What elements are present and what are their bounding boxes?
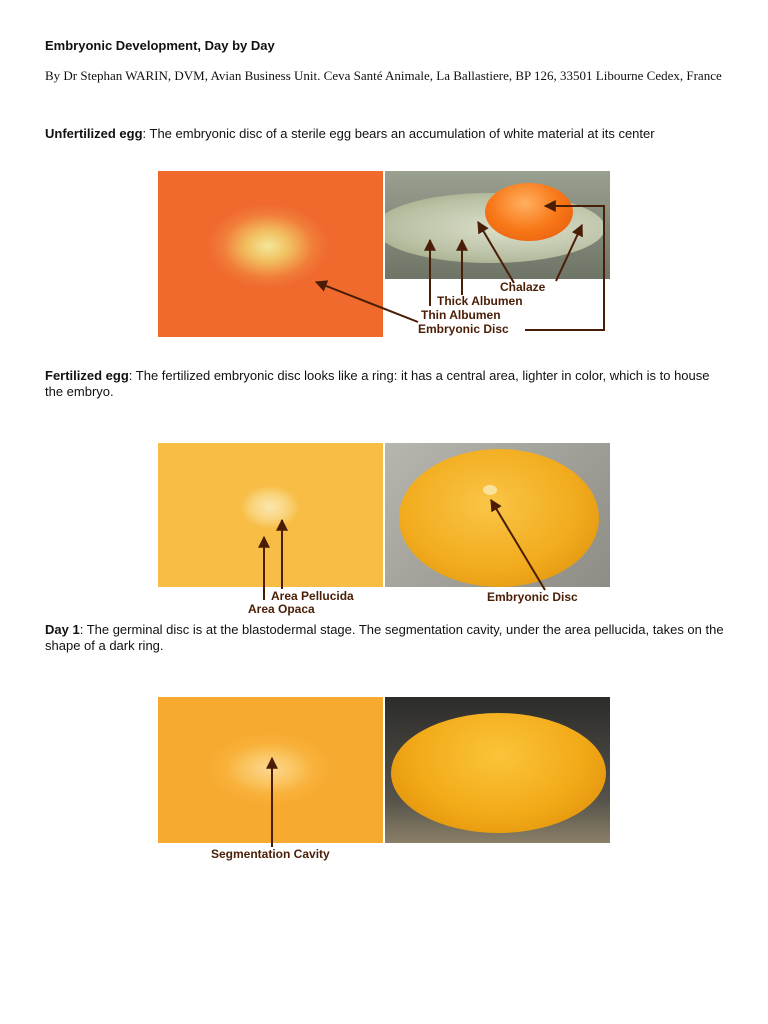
day1-disc-photo: [158, 697, 383, 843]
author-line: By Dr Stephan WARIN, DVM, Avian Business Unit. Ceva Santé Animale, La Ballastiere, BP 126, 33501 Libourne Cedex, France: [45, 68, 722, 83]
section-day1-text: [45, 622, 725, 654]
section-unfertilized-text: [45, 126, 725, 142]
label-area-opaca: Area Opaca: [248, 602, 315, 616]
unfertilized-disc-photo: [158, 171, 383, 337]
fertilized-egg-photo: [385, 443, 610, 587]
label-embryonic-disc-1: Embryonic Disc: [418, 322, 509, 336]
day1-egg-photo: [385, 697, 610, 843]
label-thick-albumen: Thick Albumen: [437, 294, 523, 308]
label-segmentation-cavity: Segmentation Cavity: [211, 847, 330, 861]
section-heading: Fertilized egg: [45, 368, 129, 383]
unfertilized-egg-photo: [385, 171, 610, 279]
label-embryonic-disc-2: Embryonic Disc: [487, 590, 578, 604]
section-fertilized-text: [45, 368, 725, 400]
label-thin-albumen: Thin Albumen: [421, 308, 501, 322]
page-title: Embryonic Development, Day by Day: [45, 38, 275, 53]
section-body: : The fertilized embryonic disc looks like a ring: it has a central area, lighter in color, which is to house the embryo.: [45, 368, 710, 399]
section-heading: Unfertilized egg: [45, 126, 143, 141]
section-body: : The germinal disc is at the blastodermal stage. The segmentation cavity, under the area pellucida, takes on the shape of a dark ring.: [45, 622, 724, 653]
fertilized-disc-photo: [158, 443, 383, 587]
label-chalaze: Chalaze: [500, 280, 546, 294]
label-area-pellucida: Area Pellucida: [271, 589, 354, 603]
section-body: : The embryonic disc of a sterile egg bears an accumulation of white material at its center: [142, 126, 655, 141]
section-heading: Day 1: [45, 622, 80, 637]
